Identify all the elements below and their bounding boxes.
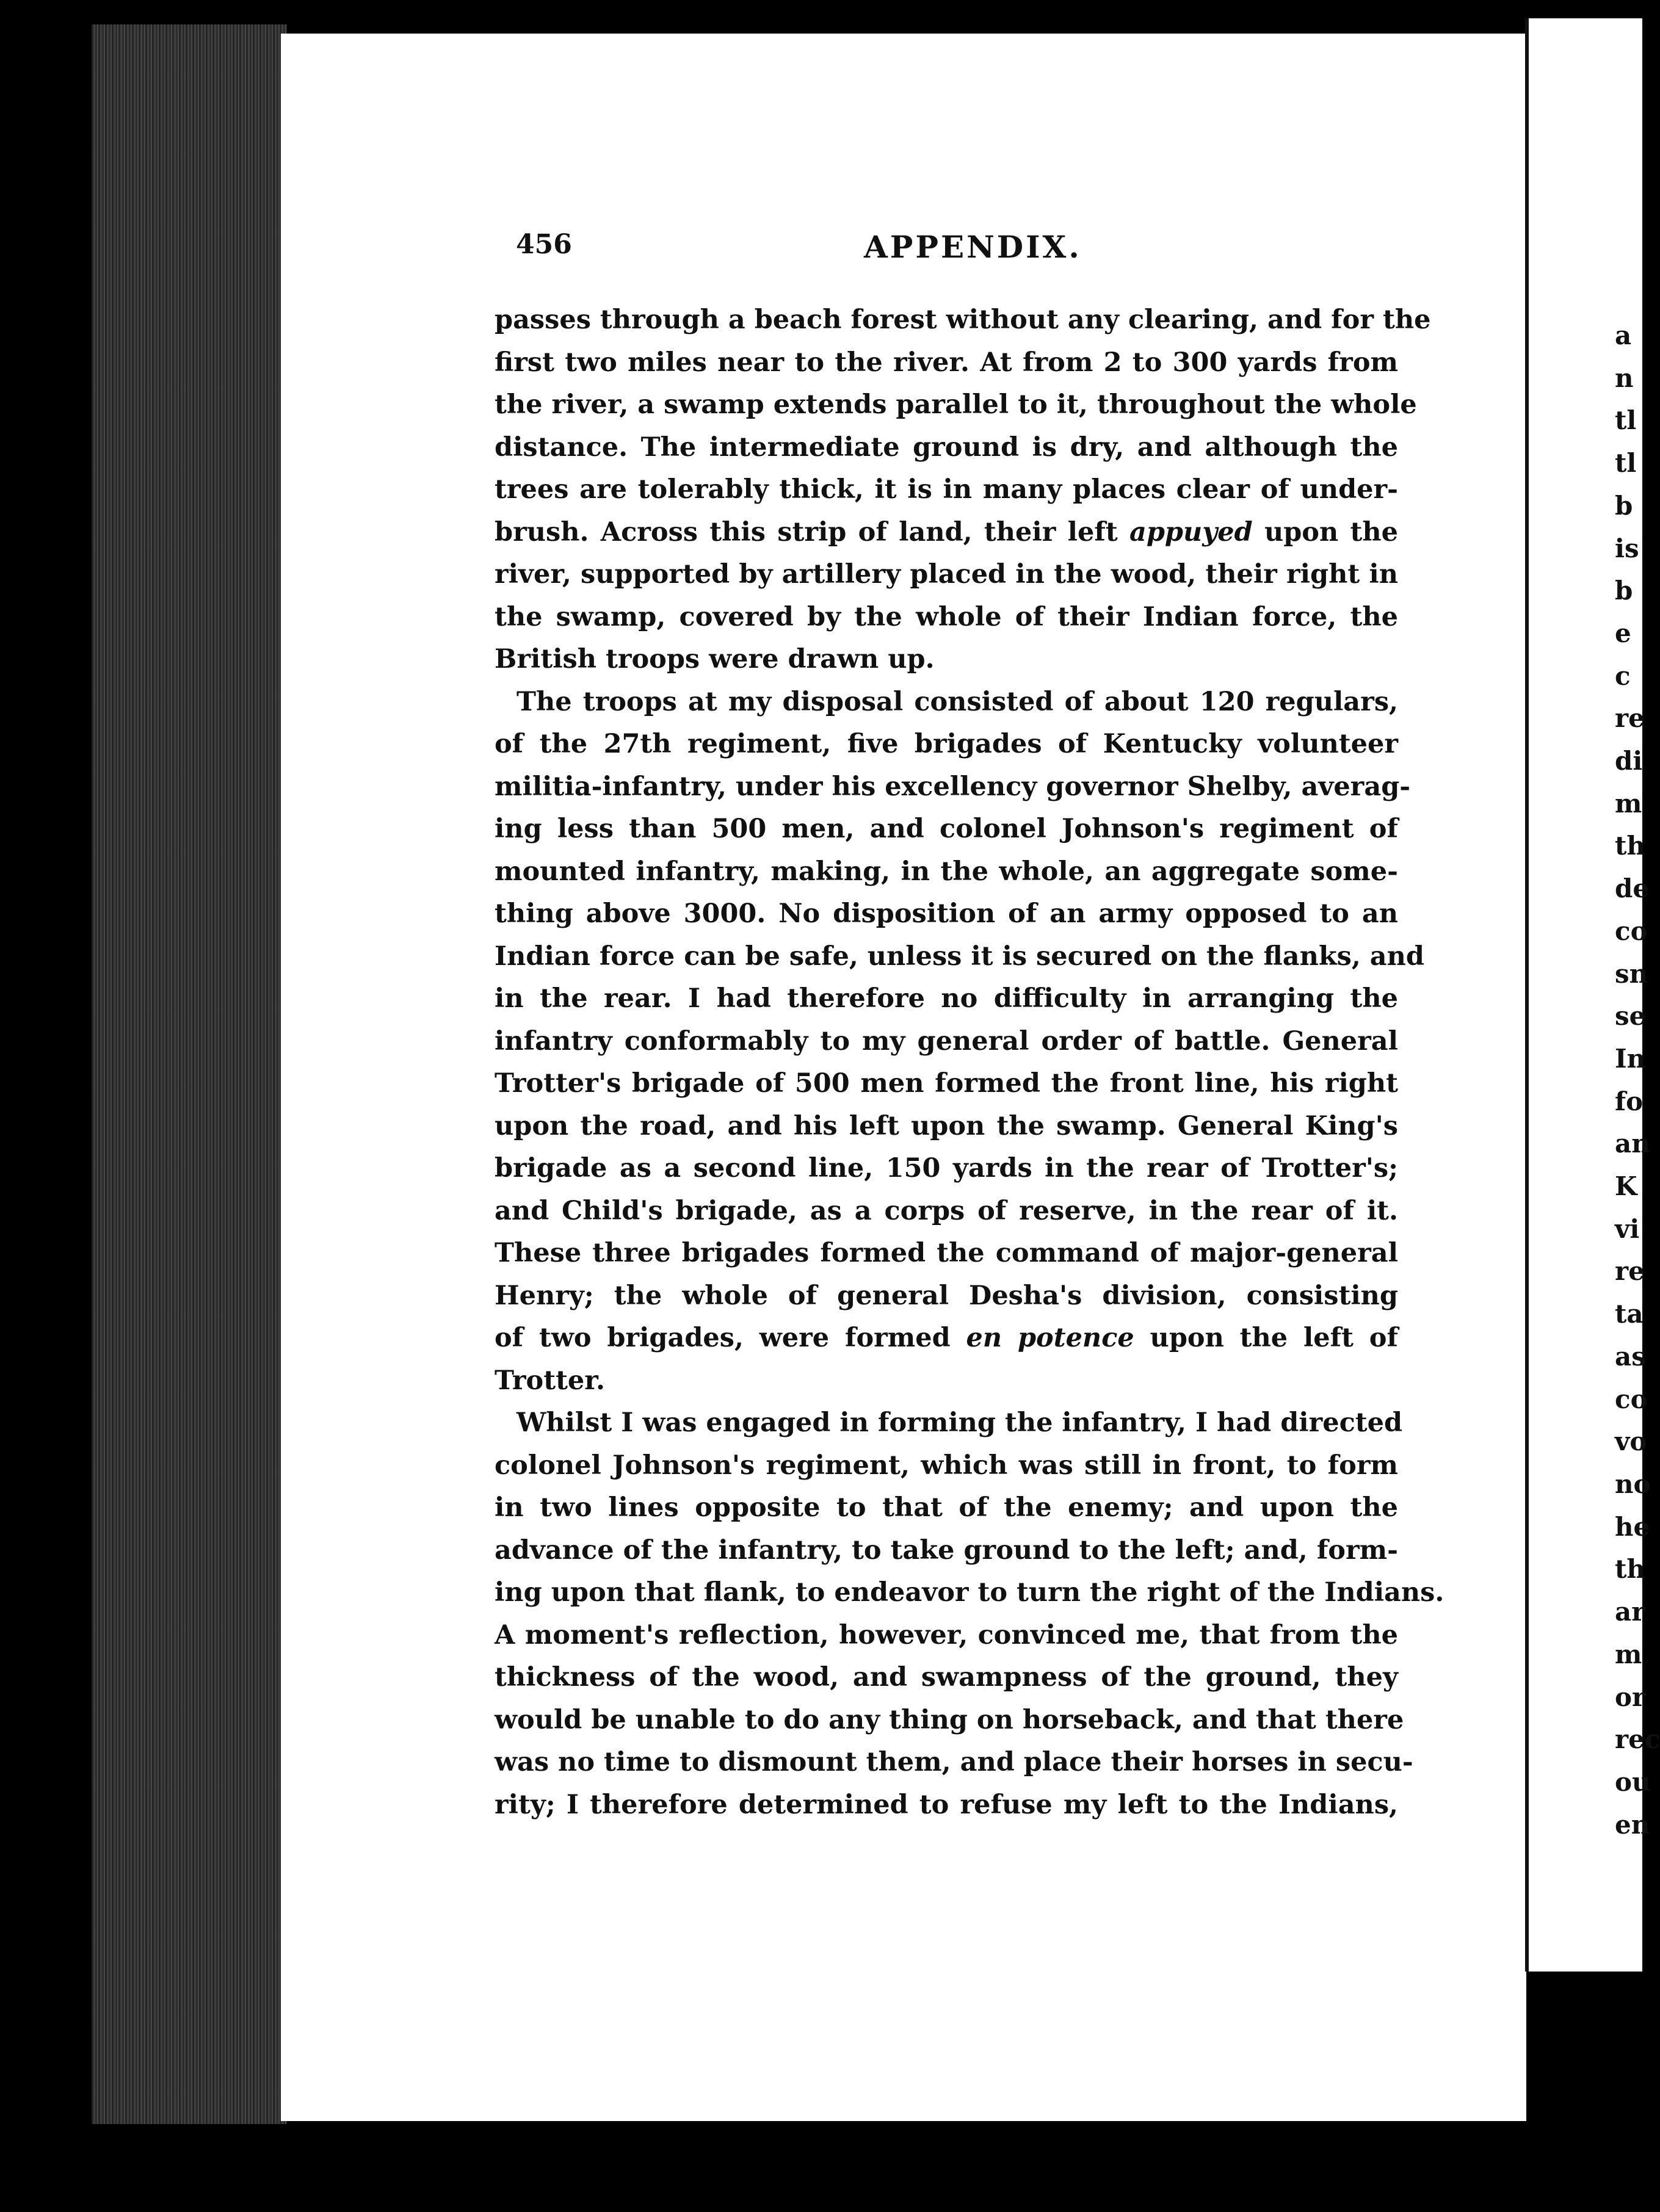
facing-page-fragment: tl bbox=[1615, 405, 1637, 436]
facing-page-fragment: vo bbox=[1615, 1426, 1647, 1457]
text-line: the swamp, covered by the whole of their Indian force, the bbox=[495, 601, 1398, 632]
facing-page-fragment: no bbox=[1615, 1469, 1651, 1499]
text-line: British troops were drawn up. bbox=[495, 644, 935, 674]
text-line: ing upon that flank, to endeavor to turn the right of the Indians. bbox=[495, 1577, 1444, 1608]
text-line: upon the road, and his left upon the swamp. General King's bbox=[495, 1110, 1398, 1141]
facing-page-fragment: as bbox=[1615, 1341, 1646, 1372]
text-line: brigade as a second line, 150 yards in the rear of Trotter's; bbox=[495, 1153, 1398, 1184]
facing-page-fragment: fo bbox=[1615, 1086, 1644, 1116]
facing-page-fragment: th bbox=[1615, 1554, 1645, 1585]
facing-page-fragment: di bbox=[1615, 746, 1643, 776]
facing-page-fragment: is bbox=[1615, 533, 1639, 563]
facing-page-fragment: de bbox=[1615, 873, 1650, 904]
text-line: brush. Across this strip of land, their left appuyed upon the bbox=[495, 516, 1398, 548]
body-text bbox=[495, 299, 1444, 1826]
page-number: 456 bbox=[516, 229, 572, 260]
text-line: infantry conformably to my general order of battle. General bbox=[495, 1025, 1398, 1057]
facing-page-fragment: e bbox=[1615, 618, 1631, 648]
text-line: Henry; the whole of general Desha's division, consisting bbox=[495, 1280, 1398, 1311]
text-line: Trotter. bbox=[495, 1365, 605, 1396]
running-head: APPENDIX. bbox=[864, 229, 1082, 265]
text-line: advance of the infantry, to take ground to the left; and, form- bbox=[495, 1534, 1398, 1566]
text-line: and Child's brigade, as a corps of reserve, in the rear of it. bbox=[495, 1195, 1398, 1226]
facing-page-fragment: ar bbox=[1615, 1597, 1645, 1627]
book-spine-edge bbox=[92, 24, 287, 2124]
text-line: rity; I therefore determined to refuse my left to the Indians, bbox=[495, 1789, 1398, 1820]
page-header bbox=[516, 229, 1389, 278]
paragraph-start-line: The troops at my disposal consisted of about 120 regulars, bbox=[516, 686, 1398, 717]
facing-page-fragment: n bbox=[1615, 363, 1634, 393]
facing-page-fragment: ta bbox=[1615, 1299, 1644, 1329]
facing-page-fragment: se bbox=[1615, 1001, 1646, 1032]
facing-page-fragment: c bbox=[1615, 660, 1631, 691]
facing-page-fragment: en bbox=[1615, 1809, 1650, 1840]
text-line: A moment's reflection, however, convinced me, that from the bbox=[495, 1619, 1398, 1650]
facing-page-fragment: co bbox=[1615, 1384, 1648, 1414]
facing-page-fragment: ou bbox=[1615, 1766, 1651, 1797]
facing-page-fragment: sn bbox=[1615, 958, 1648, 989]
facing-page-fragment: rec bbox=[1615, 1724, 1660, 1755]
text-line: Indian force can be safe, unless it is secured on the flanks, and bbox=[495, 941, 1424, 972]
text-line: in the rear. I had therefore no difficulty in arranging the bbox=[495, 983, 1398, 1014]
paragraph-start-line: Whilst I was engaged in forming the infantry, I had directed bbox=[516, 1408, 1403, 1438]
facing-page-fragment: he bbox=[1615, 1511, 1650, 1542]
facing-page-fragment: co bbox=[1615, 916, 1648, 946]
text-line: passes through a beach forest without any clearing, and for the bbox=[495, 305, 1431, 335]
text-line: was no time to dismount them, and place their horses in secu- bbox=[495, 1747, 1413, 1777]
facing-page-fragment: th bbox=[1615, 831, 1645, 861]
text-line: first two miles near to the river. At from 2 to 300 yards from bbox=[495, 347, 1398, 378]
text-line: These three brigades formed the command of major-general bbox=[495, 1238, 1398, 1268]
facing-page-fragment: vi bbox=[1615, 1213, 1640, 1244]
facing-page-fragment: re bbox=[1615, 1256, 1645, 1287]
text-line: the river, a swamp extends parallel to it, throughout the whole bbox=[495, 389, 1417, 420]
facing-page-fragment: an bbox=[1615, 1129, 1650, 1159]
facing-page-fragment: tl bbox=[1615, 448, 1637, 479]
facing-page-fragment: or bbox=[1615, 1682, 1646, 1712]
text-line: colonel Johnson's regiment, which was still in front, to form bbox=[495, 1450, 1398, 1481]
text-line: mounted infantry, making, in the whole, an aggregate some- bbox=[495, 856, 1398, 887]
text-line: militia-infantry, under his excellency governor Shelby, averag- bbox=[495, 771, 1411, 802]
text-line: would be unable to do any thing on horseback, and that there bbox=[495, 1704, 1404, 1735]
facing-page-fragment: re bbox=[1615, 703, 1645, 734]
text-line: trees are tolerably thick, it is in many places clear of under- bbox=[495, 474, 1398, 505]
text-line: distance. The intermediate ground is dry, and although the bbox=[495, 432, 1398, 463]
facing-page-fragment: In bbox=[1615, 1043, 1646, 1074]
facing-page-fragment: m bbox=[1615, 788, 1642, 819]
facing-page-fragment: a bbox=[1615, 320, 1632, 350]
facing-page-fragment: b bbox=[1615, 490, 1633, 521]
text-line: river, supported by artillery placed in the wood, their right in bbox=[495, 559, 1398, 590]
facing-page-text bbox=[1615, 314, 1660, 1846]
facing-page-fragment: K bbox=[1615, 1171, 1637, 1202]
facing-page-fragment: m bbox=[1615, 1639, 1642, 1669]
text-line: thing above 3000. No disposition of an army opposed to an bbox=[495, 898, 1398, 929]
text-line: of two brigades, were formed en potence upon the left of bbox=[495, 1323, 1398, 1353]
text-line: Trotter's brigade of 500 men formed the front line, his right bbox=[495, 1068, 1398, 1099]
text-line: thickness of the wood, and swampness of the ground, they bbox=[495, 1662, 1398, 1693]
text-line: in two lines opposite to that of the enemy; and upon the bbox=[495, 1492, 1398, 1523]
text-line: ing less than 500 men, and colonel Johnson's regiment of bbox=[495, 814, 1398, 844]
text-line: of the 27th regiment, five brigades of Kentucky volunteer bbox=[495, 729, 1398, 759]
facing-page-fragment: b bbox=[1615, 576, 1633, 606]
